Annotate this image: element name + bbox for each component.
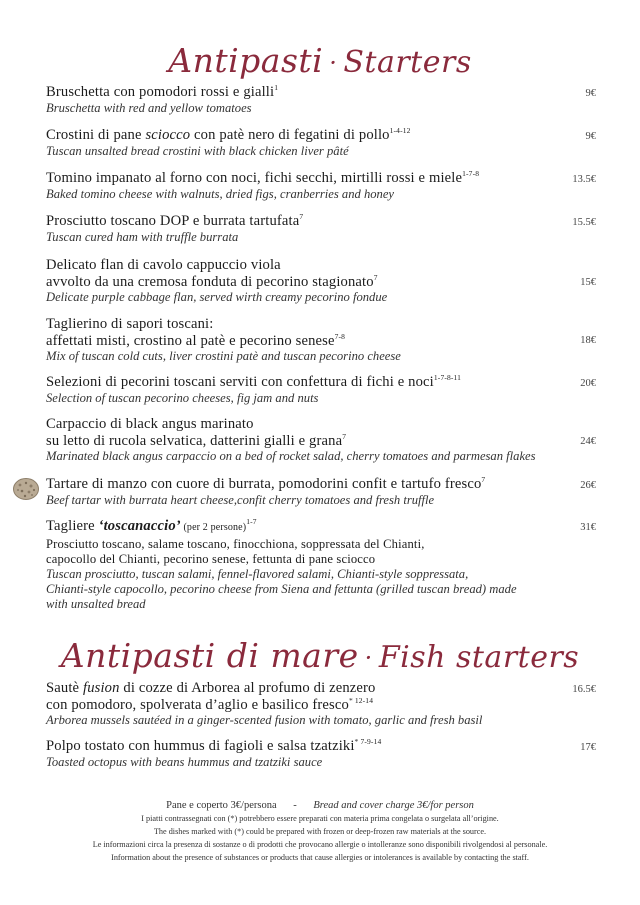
item-name-it-line2: affettati misti, crostino al patè e pecorino senese [46, 332, 335, 349]
allergen-codes: * 12-14 [348, 695, 374, 705]
item-price: 9€ [585, 88, 596, 99]
item-price: 18€ [580, 335, 596, 346]
starters-title-it: Antipasti [168, 41, 324, 80]
item-price: 15.5€ [572, 217, 596, 228]
item-name-it-line2: su letto di rucola selvatica, datterini gialli e grana [46, 432, 343, 449]
starters-title-separator: · [329, 49, 338, 77]
item-price: 24€ [580, 436, 596, 447]
menu-item [46, 374, 596, 406]
allergen-codes: 7 [299, 212, 304, 221]
item-name-emphasis: ‘toscanaccio’ [98, 518, 181, 534]
item-name-it-line2: avvolto da una cremosa fonduta di pecorino stagionato [46, 273, 374, 290]
item-portion-note: (per 2 persone) [180, 522, 247, 533]
fish-starters-title [0, 636, 640, 675]
note-allergy-en: Information about the presence of substances or products that cause allergies or intolerances is available by contacting the staff. [111, 853, 529, 862]
item-price: 17€ [580, 742, 596, 753]
item-desc-it-line2: capocollo del Chianti, pecorino senese, fettunta di pane sciocco [46, 551, 376, 566]
menu-item [46, 316, 596, 364]
item-price: 20€ [580, 378, 596, 389]
allergen-codes: 1-7-8 [462, 169, 480, 178]
item-desc-en: Toasted octopus with beans hummus and tzatziki sauce [46, 754, 323, 769]
menu-item [46, 518, 596, 612]
item-desc-en: Arborea mussels sautéed in a ginger-scented fusion with tomato, garlic and fresh basil [46, 713, 483, 727]
item-name-emphasis: sciocco [145, 127, 191, 143]
allergen-codes: 7 [373, 272, 378, 282]
fish-title-separator: · [364, 644, 373, 672]
menu-item [46, 127, 596, 159]
starters-title [0, 41, 640, 80]
allergen-codes: 7 [342, 431, 347, 441]
cover-charge-it: Pane e coperto 3€/persona [166, 800, 277, 811]
item-price: 9€ [585, 131, 596, 142]
item-desc-en: Mix of tuscan cold cuts, liver crostini patè and tuscan pecorino cheese [46, 349, 401, 363]
note-frozen-it: I piatti contrassegnati con (*) potrebbero essere preparati con materia prima congelata o surgelata all’origine. [141, 814, 499, 823]
allergen-codes: 7 [481, 475, 486, 484]
item-price: 15€ [580, 277, 596, 288]
item-price: 16.5€ [572, 684, 596, 695]
item-desc-en: Delicate purple cabbage flan, served wirth creamy pecorino fondue [46, 290, 388, 304]
item-name-it: Prosciutto toscano DOP e burrata tartufata [46, 213, 300, 229]
menu-item [46, 416, 596, 464]
item-name-emphasis: fusion [82, 680, 120, 696]
item-name-it-rest: con patè nero di fegatini di pollo [190, 127, 390, 143]
allergen-codes: 1-4-12 [389, 126, 411, 135]
item-name-it-line1: Taglierino di sapori toscani: [46, 316, 214, 332]
item-desc-en: Tuscan unsalted bread crostini with black chicken liver pâté [46, 143, 349, 158]
menu-item [46, 257, 596, 305]
footer-dash: - [293, 800, 297, 811]
menu-item [46, 213, 596, 245]
item-desc-en-line3: with unsalted bread [46, 596, 146, 611]
menu-item [46, 84, 596, 116]
item-desc-en-line2: Chianti-style capocollo, pecorino cheese from Siena and fettunta (grilled tuscan bread) made [46, 581, 517, 596]
item-price: 13.5€ [572, 174, 596, 185]
item-name-it: Tartare di manzo con cuore di burrata, pomodorini confit e tartufo fresco [46, 476, 482, 492]
cover-charge-en: Bread and cover charge 3€/for person [313, 800, 474, 811]
allergen-codes: 1 [274, 83, 279, 92]
fish-title-en: Fish starters [378, 640, 580, 675]
allergen-codes: * 7-9-14 [354, 737, 382, 746]
starters-title-en: Starters [343, 45, 472, 80]
item-price: 31€ [580, 522, 596, 533]
item-name-it-line2: con pomodoro, spolverata d’aglio e basilico fresco [46, 696, 349, 713]
item-desc-en-line1: Tuscan prosciutto, tuscan salami, fennel-flavored salami, Chianti-style soppressata, [46, 566, 469, 581]
allergen-codes: 1-7-8-11 [433, 373, 462, 382]
item-name-it: Tomino impanato al forno con noci, fichi secchi, mirtilli rossi e miele [46, 170, 463, 186]
truffle-icon [12, 477, 40, 501]
item-desc-en: Selection of tuscan pecorino cheeses, fig jam and nuts [46, 390, 319, 405]
menu-item [46, 680, 596, 728]
item-name-it-line1: Delicato flan di cavolo cappuccio viola [46, 257, 281, 273]
item-name-it-line1: Carpaccio di black angus marinato [46, 416, 254, 432]
item-name-it: Selezioni di pecorini toscani serviti con confettura di fichi e noci [46, 374, 434, 390]
item-name-it: Tagliere [46, 518, 99, 534]
item-name-it: Polpo tostato con hummus di fagioli e salsa tzatziki [46, 738, 355, 754]
fish-title-it: Antipasti di mare [60, 636, 359, 675]
item-desc-it-line1: Prosciutto toscano, salame toscano, finocchiona, soppressata del Chianti, [46, 536, 425, 551]
item-desc-en: Bruschetta with red and yellow tomatoes [46, 100, 252, 115]
item-name-it: Sautè [46, 680, 83, 696]
allergen-codes: 1-7 [246, 517, 257, 526]
item-desc-en: Beef tartar with burrata heart cheese,confit cherry tomatoes and fresh truffle [46, 492, 435, 507]
menu-item [46, 170, 596, 202]
item-name-it-rest: di cozze di Arborea al profumo di zenzero [119, 680, 376, 696]
item-desc-en: Baked tomino cheese with walnuts, dried figs, cranberries and honey [46, 186, 395, 201]
menu-item [46, 476, 596, 508]
allergen-codes: 7-8 [334, 331, 346, 341]
note-allergy-it: Le informazioni circa la presenza di sostanze o di prodotti che provocano allergie o intolleranze sono disponibili rivolgendosi al personale. [92, 840, 548, 849]
item-desc-en: Tuscan cured ham with truffle burrata [46, 229, 239, 244]
item-desc-en: Marinated black angus carpaccio on a bed of rocket salad, cherry tomatoes and parmesan flakes [46, 449, 536, 463]
menu-item [46, 738, 596, 770]
note-frozen-en: The dishes marked with (*) could be prepared with frozen or deep-frozen raw materials at the source. [153, 827, 487, 836]
item-price: 26€ [580, 480, 596, 491]
item-name-it: Bruschetta con pomodori rossi e gialli [46, 84, 275, 100]
footer [0, 799, 640, 864]
item-name-it: Crostini di pane [46, 127, 146, 143]
